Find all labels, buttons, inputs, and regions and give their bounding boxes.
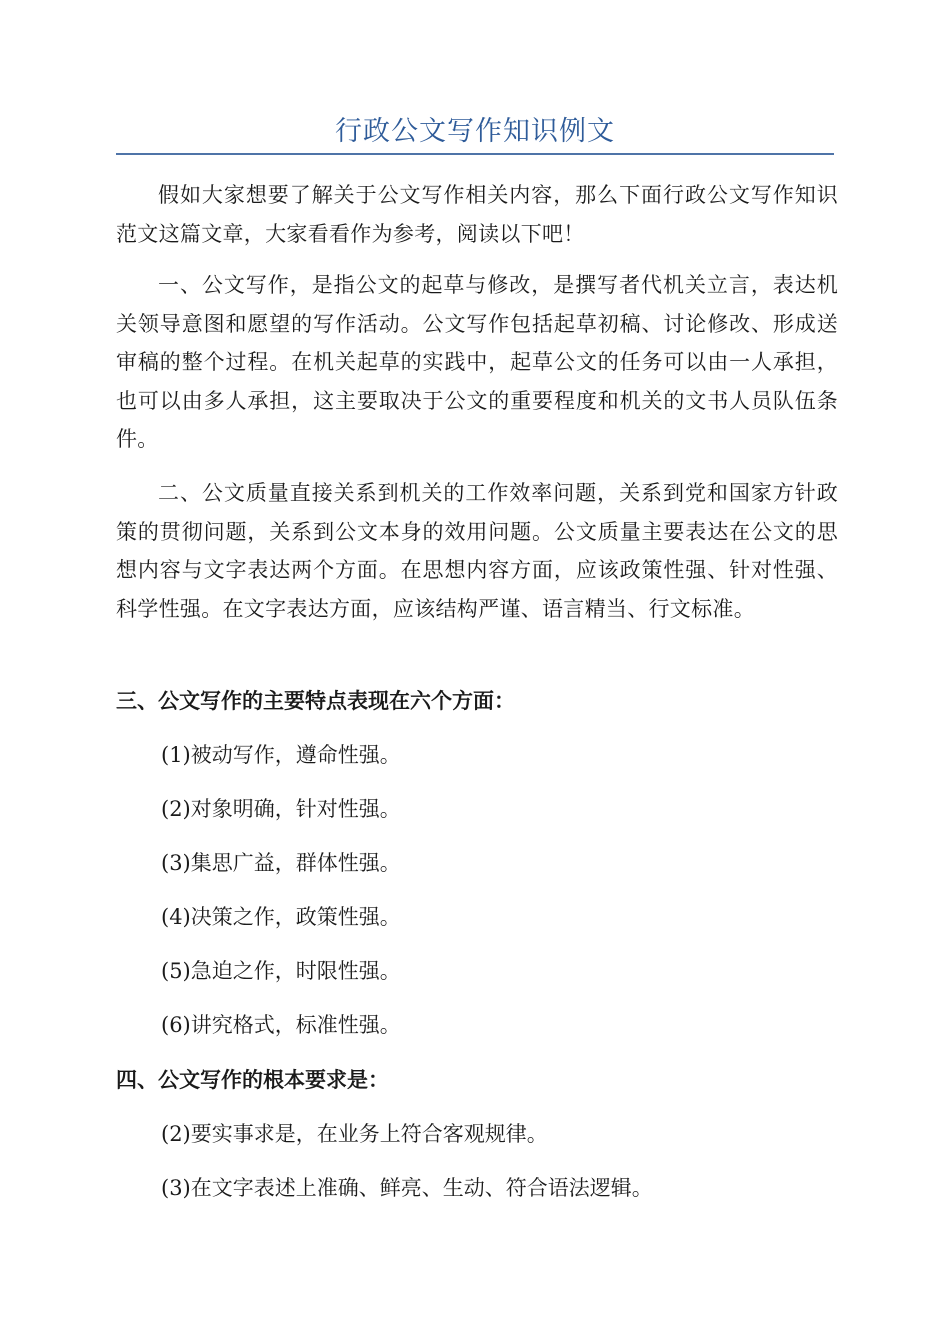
list-item: (6)讲究格式，标准性强。 [161,1013,401,1037]
list-item: (2)要实事求是，在业务上符合客观规律。 [161,1122,548,1146]
paragraph-one: 一、公文写作，是指公文的起草与修改，是撰写者代机关立言，表达机关领导意图和愿望的写作活动。公文写作包括起草初稿、讨论修改、形成送审稿的整个过程。在机关起草的实践中，起草公文的任务可以由一人承担，也可以由多人承担，这主要取决于公文的重要程度和机关的文书人员队伍条件。 [116,273,838,451]
intro-paragraph: 假如大家想要了解关于公文写作相关内容，那么下面行政公文写作知识范文这篇文章，大家看看作为参考，阅读以下吧！ [116,183,838,246]
title-underline [116,153,834,155]
list-item: (1)被动写作，遵命性强。 [161,743,401,767]
section-three-heading: 三、公文写作的主要特点表现在六个方面： [116,689,515,713]
list-item: (5)急迫之作，时限性强。 [161,959,401,983]
list-item: (3)在文字表述上准确、鲜亮、生动、符合语法逻辑。 [161,1176,653,1200]
list-item: (3)集思广益，群体性强。 [161,851,401,875]
list-item: (2)对象明确，针对性强。 [161,797,401,821]
list-item: (4)决策之作，政策性强。 [161,905,401,929]
section-four-heading: 四、公文写作的根本要求是： [116,1068,389,1092]
paragraph-two: 二、公文质量直接关系到机关的工作效率问题，关系到党和国家方针政策的贯彻问题，关系到公文本身的效用问题。公文质量主要表达在公文的思想内容与文字表达两个方面。在思想内容方面，应该政策性强、针对性强、科学性强。在文字表达方面，应该结构严谨、语言精当、行文标准。 [116,481,838,621]
document-title: 行政公文写作知识例文 [335,116,615,147]
